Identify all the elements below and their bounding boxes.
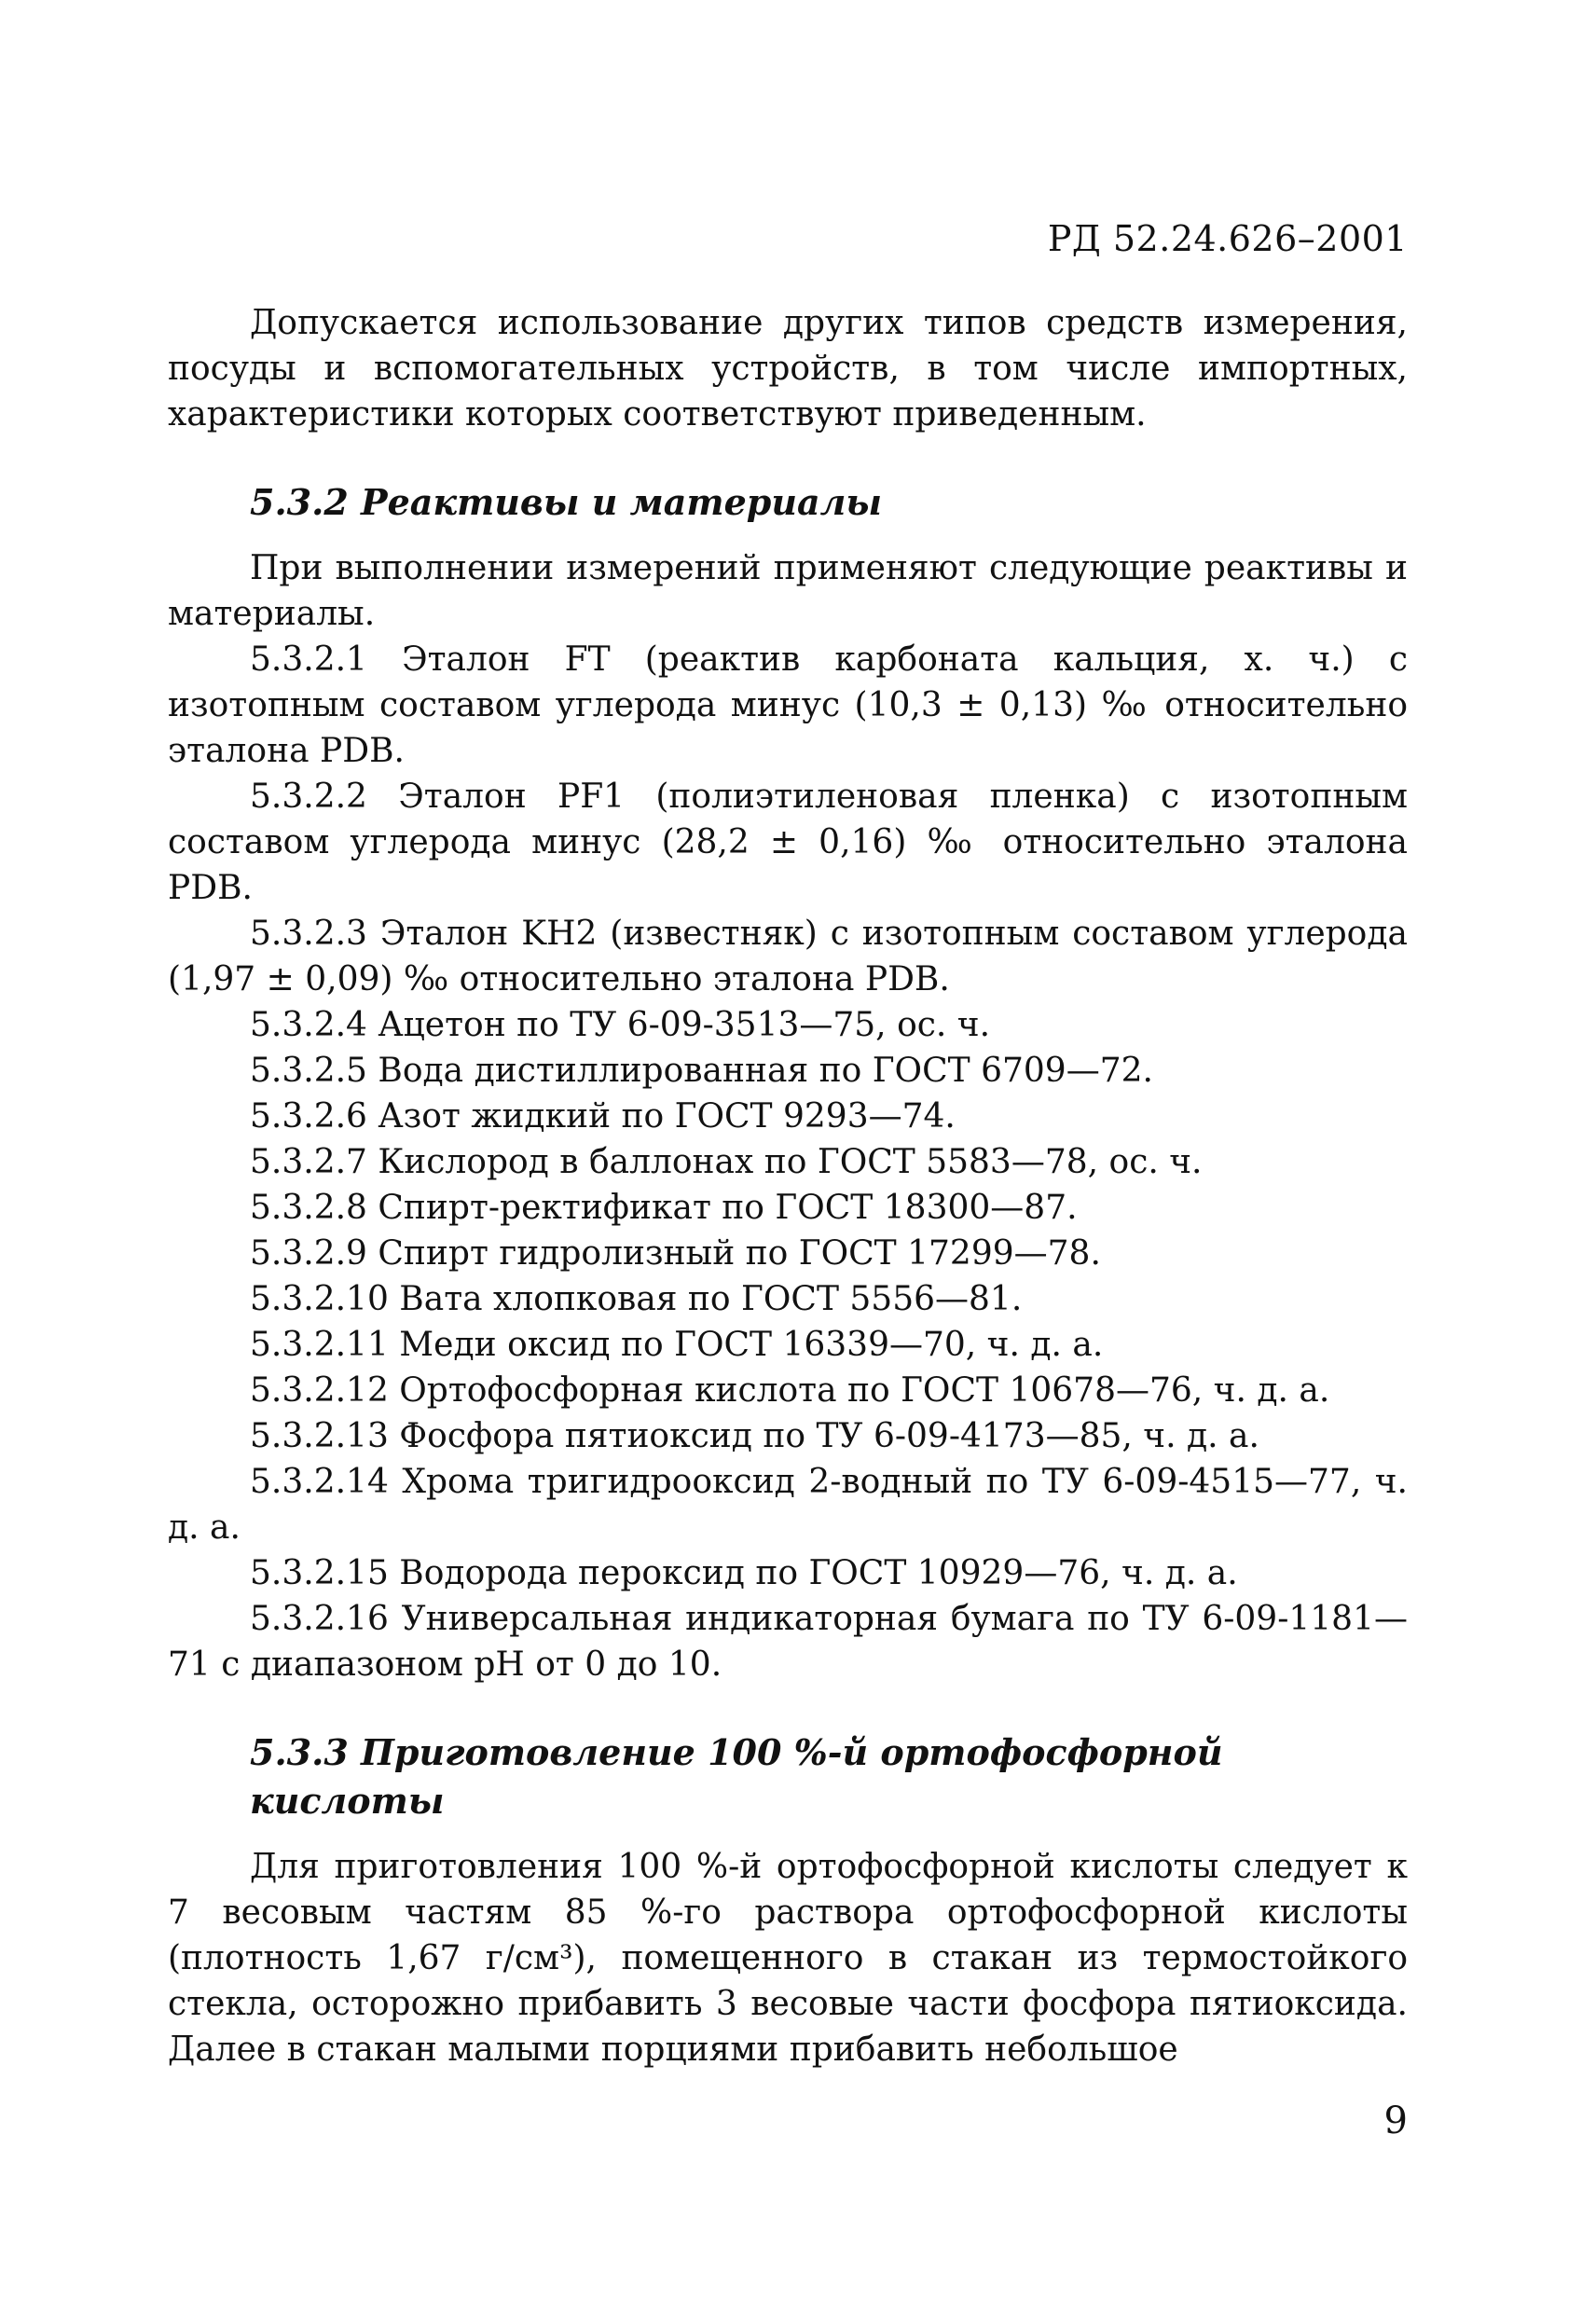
- reagent-item: 5.3.2.10 Вата хлопковая по ГОСТ 5556—81.: [250, 1280, 1023, 1318]
- page-number: 9: [1383, 2100, 1408, 2142]
- section-heading-acid-preparation: 5.3.3 Приготовление 100 %-й ортофосфорной кислоты: [250, 1731, 1223, 1822]
- reagent-item: 5.3.2.4 Ацетон по ТУ 6-09-3513—75, ос. ч.: [250, 1006, 991, 1044]
- reagent-item: 5.3.2.6 Азот жидкий по ГОСТ 9293—74.: [250, 1097, 956, 1136]
- reagent-item: 5.3.2.1 Эталон FT (реактив карбоната кальция, х. ч.) с изотопным составом углерода минус (10,3 ± 0,13) ‰ относительно эталона PDB.: [168, 640, 1408, 770]
- reagent-item: 5.3.2.2 Эталон PF1 (полиэтиленовая пленка) с изотопным составом углерода минус (28,2 ± 0,16) ‰ относительно эталона PDB.: [168, 778, 1408, 907]
- section-heading-reagents: 5.3.2 Реактивы и материалы: [250, 481, 883, 523]
- reagent-item: 5.3.2.15 Водорода пероксид по ГОСТ 10929—76, ч. д. а.: [250, 1554, 1238, 1592]
- document-page: [168, 214, 1408, 2265]
- reagent-item: 5.3.2.7 Кислород в баллонах по ГОСТ 5583—78, ос. ч.: [250, 1143, 1203, 1181]
- reagent-item: 5.3.2.16 Универсальная индикаторная бумага по ТУ 6-09-1181—71 с диапазоном pH от 0 до 10.: [168, 1600, 1408, 1684]
- intro-paragraph: Допускается использование других типов средств измерения, посуды и вспомогательных устройств, в том числе импортных, характеристики которых соответствуют приведенным.: [168, 304, 1408, 434]
- reagent-item: 5.3.2.13 Фосфора пятиоксид по ТУ 6-09-4173—85, ч. д. а.: [250, 1417, 1259, 1455]
- document-code-header: РД 52.24.626–2001: [1047, 218, 1408, 259]
- reagent-item: 5.3.2.8 Спирт-ректификат по ГОСТ 18300—87.: [250, 1189, 1078, 1227]
- reagent-item: 5.3.2.3 Эталон KH2 (известняк) с изотопным составом углерода (1,97 ± 0,09) ‰ относительно эталона PDB.: [168, 915, 1408, 998]
- reagent-item: 5.3.2.14 Хрома тригидрооксид 2-водный по ТУ 6-09-4515—77, ч. д. а.: [168, 1463, 1408, 1547]
- reagent-item: 5.3.2.5 Вода дистиллированная по ГОСТ 6709—72.: [250, 1052, 1153, 1090]
- reagent-item: 5.3.2.9 Спирт гидролизный по ГОСТ 17299—78.: [250, 1234, 1101, 1273]
- reagent-item: 5.3.2.11 Меди оксид по ГОСТ 16339—70, ч. д. а.: [250, 1326, 1104, 1364]
- acid-preparation-paragraph: Для приготовления 100 %-й ортофосфорной кислоты следует к 7 весовым частям 85 %-го раствора ортофосфорной кислоты (плотность 1,67 г/см³), помещенного в стакан из термостойкого стекла, осторожно прибавить 3 весовые части фосфора пятиоксида. Далее в стакан малыми порциями прибавить небольшое: [168, 1848, 1408, 2069]
- reagents-lead-paragraph: При выполнении измерений применяют следующие реактивы и материалы.: [168, 549, 1408, 633]
- reagent-item: 5.3.2.12 Ортофосфорная кислота по ГОСТ 10678—76, ч. д. а.: [250, 1371, 1330, 1410]
